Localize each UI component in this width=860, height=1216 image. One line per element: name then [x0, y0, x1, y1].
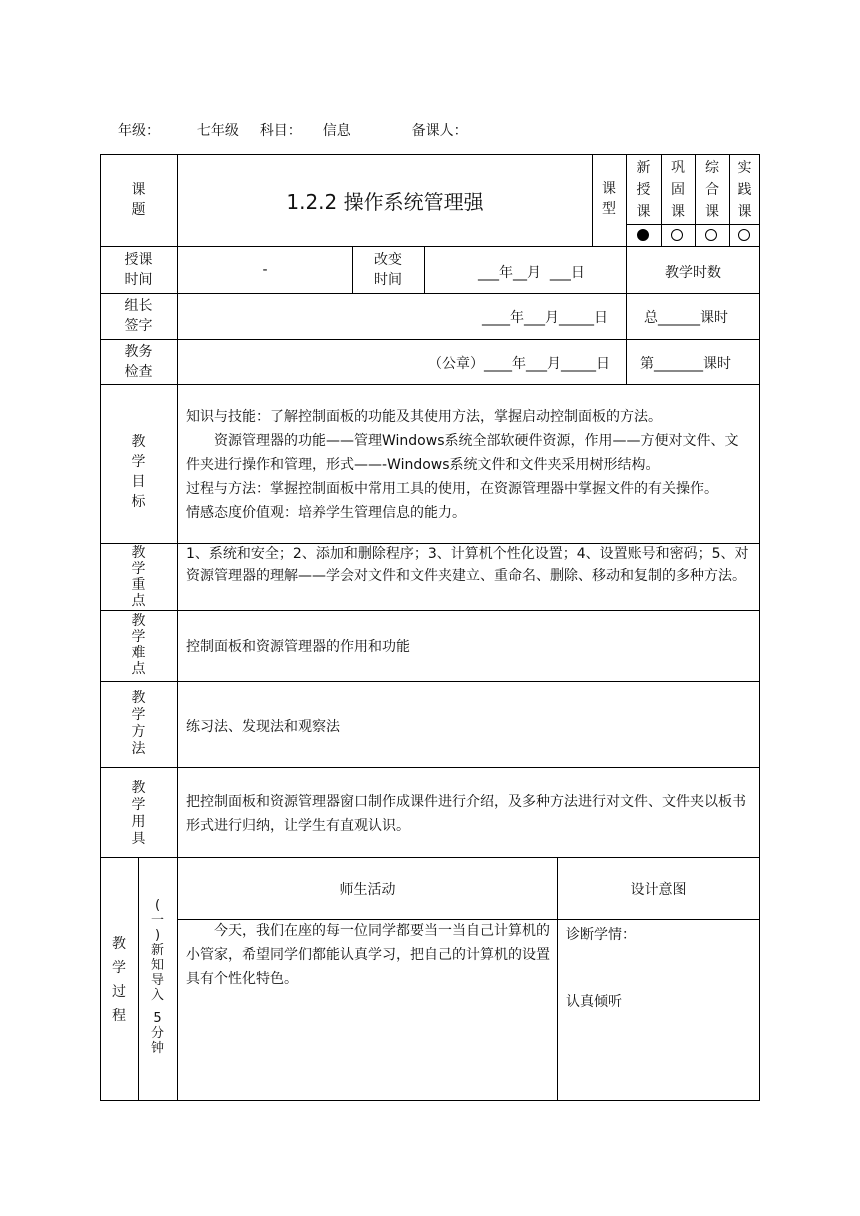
- design-title: 诊断学情：: [566, 927, 636, 943]
- objectives-text: 知识与技能：了解控制面板的功能及其使用方法，掌握启动控制面板的方法。 资源管理器的功能——管理Windows系统全部软硬件资源，作用——方便对文件、文件夹进行操作和管理，形式——-Windows系统文件和文件夹采用树形结构。 过程与方法：掌握控制面板中常用工具的使用，在资源管理器中掌握文件的有关操作。 情感态度价值观：培养学生管理信息的能力。: [186, 409, 739, 521]
- process-label: 教 学 过 程: [112, 936, 126, 1024]
- activity-column-header: 师生活动: [339, 882, 396, 898]
- objectives-label: 教 学 目 标: [131, 434, 146, 510]
- design-column-header: 设计意图: [630, 882, 687, 898]
- topic-label: 课 题: [131, 182, 146, 218]
- leader-sign-label: 组长 签字: [124, 298, 153, 334]
- class-time-label: 授课 时间: [124, 252, 153, 288]
- type-practice-radio[interactable]: [738, 229, 750, 245]
- change-date: ___年__月 ___日: [478, 265, 585, 281]
- methods-label: 教 学 方 法: [131, 690, 146, 757]
- type-practice-lesson: 实 践 课: [737, 160, 752, 220]
- stage-label: ( 一 ) 新 知 导 入 5 分 钟: [150, 898, 164, 1056]
- difficulties-text: 控制面板和资源管理器的作用和功能: [186, 639, 410, 655]
- office-check-label: 教务 检查: [124, 344, 153, 380]
- type-new-radio-filled[interactable]: [637, 229, 649, 245]
- leader-date: ____年___月_____日: [482, 310, 608, 326]
- type-comprehensive-radio[interactable]: [705, 229, 717, 245]
- type-review-radio[interactable]: [671, 229, 683, 245]
- tools-label: 教 学 用 具: [131, 780, 146, 847]
- page-header: [118, 120, 468, 140]
- office-date: （公章）____年___月_____日: [428, 356, 610, 372]
- tools-text: 把控制面板和资源管理器窗口制作成课件进行介绍，及多种方法进行对文件、文件夹以板书形式进行归纳，让学生有直观认识。: [186, 794, 746, 834]
- class-time-value: -: [262, 262, 268, 278]
- key-points-label: 教 学 重 点: [131, 545, 146, 609]
- lesson-title: 1.2.2 操作系统管理强: [286, 190, 484, 214]
- subject-value: 信息: [322, 123, 351, 139]
- lesson-type-label: 课 型: [602, 181, 616, 217]
- type-new-lesson: 新 授 课: [636, 160, 651, 220]
- type-comprehensive-lesson: 综 合 课: [705, 160, 719, 220]
- key-points-text: 1、系统和安全；2、添加和删除程序；3、计算机个性化设置；4、设置账号和密码；5、对资源管理器的理解——学会对文件和文件夹建立、重命名、删除、移动和复制的多种方法。: [186, 546, 749, 584]
- difficulties-label: 教 学 难 点: [131, 613, 146, 677]
- activity-text: 今天，我们在座的每一位同学都要当一当自己计算机的小管家，希望同学们都能认真学习，把自己的计算机的设置具有个性化特色。: [186, 923, 550, 987]
- total-hours: 总______课时: [644, 310, 728, 326]
- design-note: 认真倾听: [566, 994, 622, 1010]
- nth-hours: 第_______课时: [640, 356, 731, 372]
- type-review-lesson: 巩 固 课: [671, 160, 685, 220]
- subject-label: 科目：: [259, 123, 302, 139]
- methods-text: 练习法、发现法和观察法: [186, 719, 340, 735]
- preparer-label: 备课人：: [411, 123, 468, 139]
- change-time-label: 改变 时间: [374, 252, 402, 288]
- grade-label: 年级：: [118, 123, 160, 139]
- teaching-hours-label: 教学时数: [665, 265, 721, 281]
- grade-value: 七年级: [196, 123, 239, 139]
